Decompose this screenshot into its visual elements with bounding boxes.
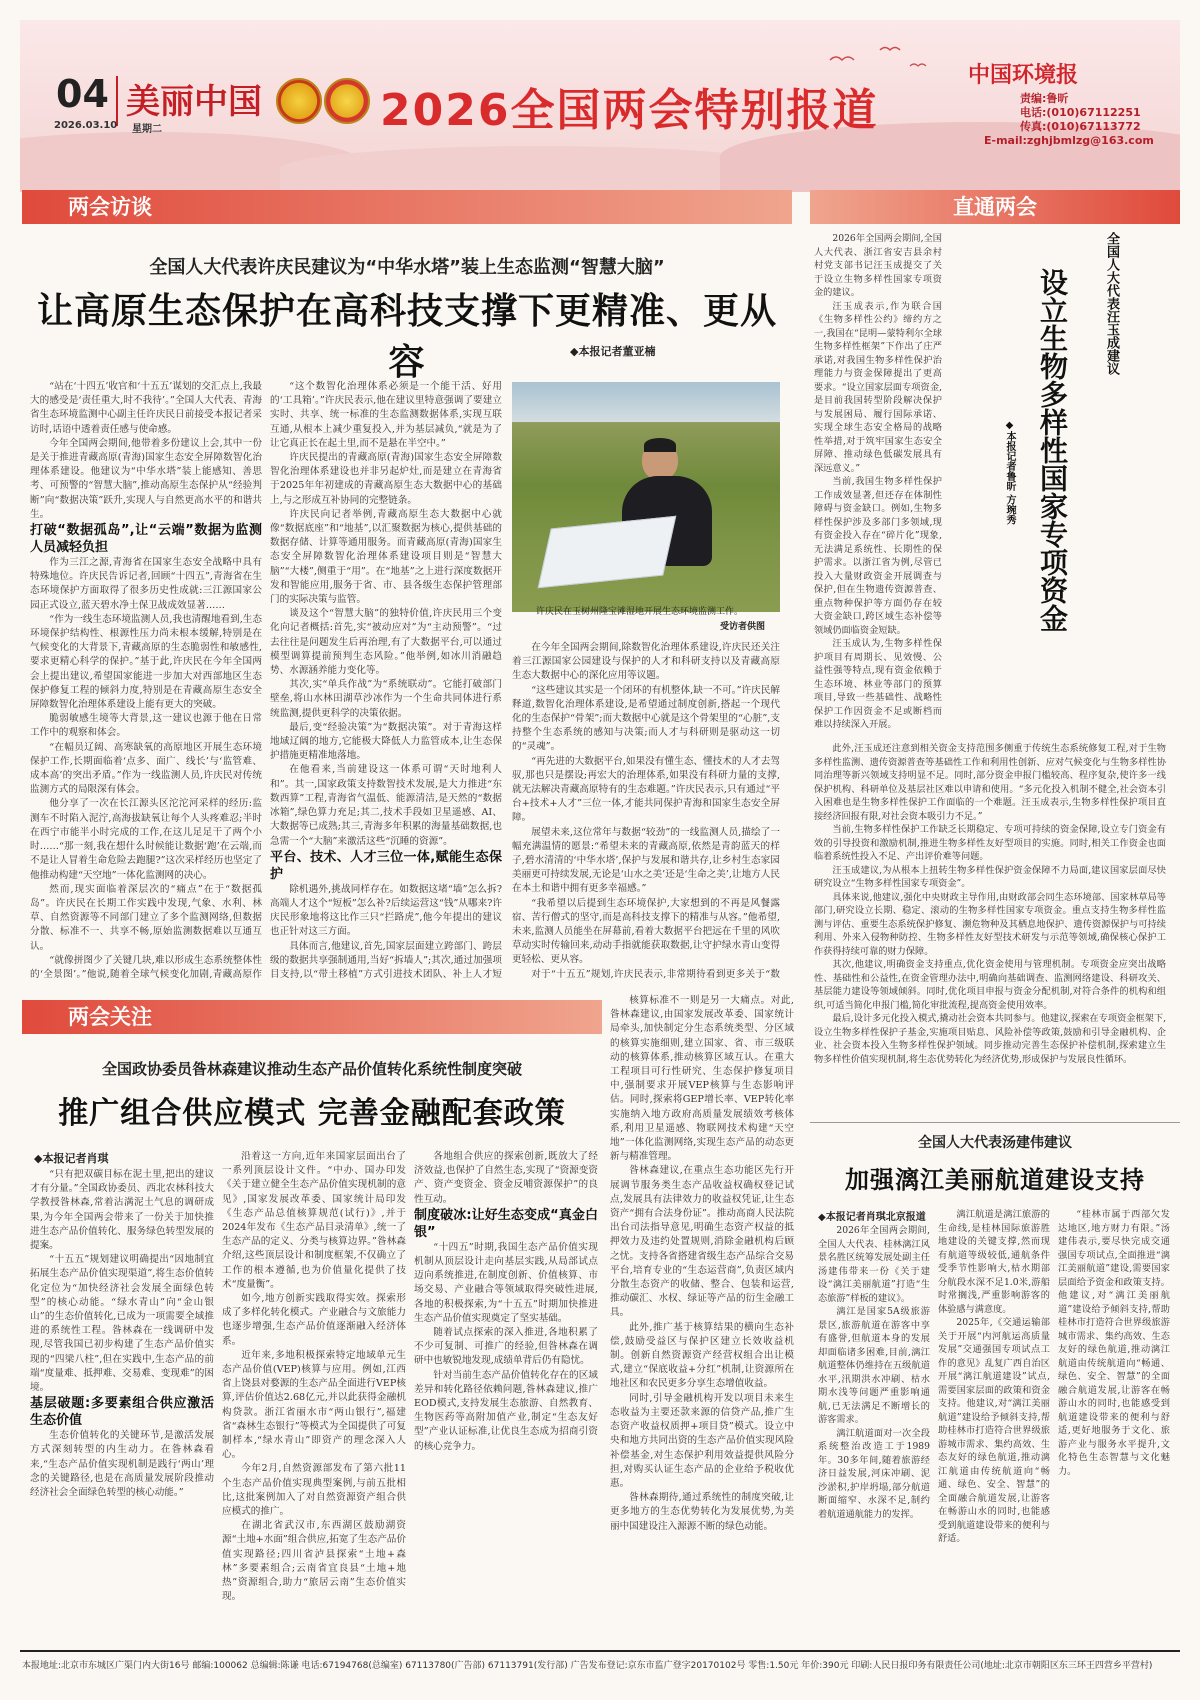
paragraph: 当前,生物多样性保护工作缺乏长期稳定、专项可持续的资金保障,设立专门资金有效的引导投资和激励机制,推进生物多样性友好型项目的实施。同时,相关工作资金也面临着系统性投入不足、产出评价难等问题。 <box>814 824 1166 862</box>
masthead <box>20 20 1180 192</box>
paragraph: 许庆民向记者举例,青藏高原生态大数据中心就像“数据底座”和“地基”,以汇聚数据为核心,提供基础的数据存储、计算等通用服务。而青藏高原(青海)国家生态安全屏障数智化治理体系建设项目则是“智慧大脑”“大楼”,侧重于“用”。在“地基”之上进行深度数据开发和智能应用,服务于省、市、县各级生态保护管理部门的实际决策与监管。 <box>270 508 502 606</box>
article1-byline: ◆本报记者董亚楠 <box>570 345 656 358</box>
article2-byline: ◆本报记者鲁昕 方琬秀 <box>1004 420 1015 525</box>
article1-column-1 <box>30 380 262 980</box>
paragraph: 随着试点探索的深入推进,各地积累了不少可复制、可推广的经验,但昝林森在调研中也敏锐地发现,成绩单背后仍有隐忧。 <box>414 1327 598 1367</box>
paragraph: 在今年全国两会期间,除数智化治理体系建设,许庆民还关注着三江源国家公园建设与保护的人才和科研支持以及青藏高原生态大数据中心的深化应用等议题。 <box>512 642 780 682</box>
paragraph: 今年全国两会期间,他带着多份建议上会,其中一份是关于推进青藏高原(青海)国家生态安全屏障数智化治理体系建设。他建议为“中华水塔”装上能感知、善思考、可预警的“智慧大脑”,推动高原生态保护从“经验判断”向“数据决策”跃升,实现人与自然更高水平的和谐共生。 <box>30 437 262 520</box>
article3-byline: ◆本报记者肖琪 <box>34 1152 109 1165</box>
paragraph: 展望未来,这位常年与数据“较劲”的一线监测人员,描绘了一幅充满温情的愿景:“希望未来的青藏高原,依然是青韵蓝天的样子,碧水清清的‘中华水塔’,保护与发展和谐共存,让乡村生态家园美丽更可持续发展,无论是‘山水之美’还是‘生命之美’,让地方人民在本土和谐中拥有更多幸福感。” <box>512 826 780 895</box>
phone: 电话:(010)67112251 <box>1020 106 1141 119</box>
paper-logo: 中国环境报 <box>968 62 1079 88</box>
divider <box>810 1122 1180 1123</box>
subheading: 打破“数据孤岛”,让“云端”数据为监测人员减轻负担 <box>30 523 262 556</box>
article1-kicker: 全国人大代表许庆民建议为“中华水塔”装上生态监测“智慧大脑” <box>149 257 665 278</box>
footer-imprint: 本报地址:北京市东城区广渠门内大街16号 邮编:100062 总编辑:陈谦 电话:67194768(总编室) 67113780(广告部) 67113791(发行部) 广告发布登记:京东市监广登字20170102号 零售:1.50元 年价:390元 印刷:人民日报印务有限责任公司(地址:北京市朝阳区东三环王四营乡平营村) <box>22 1661 1153 1671</box>
article2-column-1 <box>814 232 942 732</box>
paragraph: 2026年全国两会期间,全国人大代表、浙江省安吉县余村村党支部书记汪玉成提交了关于设立生物多样性国家专项资金的建议。 <box>814 233 942 298</box>
divider <box>116 76 118 126</box>
subheading: 基层破题:多要素组合供应激活生态价值 <box>30 1396 214 1429</box>
photo-credit: 受访者供图 <box>720 622 766 632</box>
paragraph: 2026年全国两会期间,全国人大代表、桂林漓江风景名胜区统筹发展处副主任汤建伟带来一份《关于建设“漓江美丽航道”打造“生态旅游”样板的建议》。 <box>818 1225 930 1304</box>
paragraph: 昝林森期待,通过系统性的制度突破,让更多地方的生态优势转化为发展优势,为美丽中国建设注入源源不断的绿色动能。 <box>610 1492 794 1532</box>
page-number: 04 <box>56 72 109 116</box>
paragraph: 漓江航道面对一次全段系统整治改造工于1989年。30多年间,随着旅游经济日益发展,河床冲刷、泥沙淤积,护岸坍塌,部分航道断面缩窄、水深不足,制约着航道通航能力的发挥。 <box>818 1427 930 1520</box>
paragraph: “站在‘十四五’收官和‘十五五’谋划的交汇点上,我最大的感受是‘责任重大,时不我待’。”全国人大代表、青海省生态环境监测中心副主任许庆民日前接受本报记者采访时,话语中透着责任感与使命感。 <box>30 381 262 435</box>
paragraph: 生态价值转化的关键环节,是激活发展方式深刻转型的内生动力。在昝林森看来,“生态产品价值实现机制是践行‘两山’理念的关键路径,也是在高质量发展阶段推动经济社会全面绿色转型的核心动能。” <box>30 1430 214 1499</box>
paragraph: 具体来说,他建议,强化中央财政主导作用,由财政部会同生态环境部、国家林草局等部门,研究设立长期、稳定、滚动的生物多样性国家专项资金。重点支持生物多样性监测与评估、重要生态系统保护修复、濒危物种及其栖息地保护、遗传资源保护与可持续利用、外来入侵物种防控、生物多样性友好型技术研发与示范等领域,确保核心保护工作获得持续可靠的财力保障。 <box>814 891 1166 957</box>
paragraph: 此外,推广基于核算结果的横向生态补偿,鼓励受益区与保护区建立长效收益机制。创新自然资源资产经营权组合出让模式,建立“保底收益+分红”机制,让资源所在地社区和农民更多分享生态增值收益。 <box>610 1321 794 1390</box>
article4-byline: ◆本报记者肖琪北京报道 <box>818 1212 926 1223</box>
paragraph: “作为一线生态环境监测人员,我也清醒地看到,生态环境保护结构性、根源性压力尚未根本缓解,特别是在气候变化的大背景下,青藏高原的生态脆弱性和敏感性,要求更精心科学的保护。”基于此,许庆民在今年全国两会上提出建议,希望国家能进一步加大对西部地区生态保护修复工程的倾斜力度,特别是在青藏高原生态安全屏障数智化治理体系建设上能有更大的突破。 <box>30 613 262 711</box>
paragraph: “只有把双碳目标在泥土里,把出的建议才有分量。”全国政协委员、西北农林科技大学教授昝林森,常着沾满泥土气息的调研成果,为今年全国两会带来了一份关于加快推进生态产品价值转化、服务绿色转型发展的提案。 <box>30 1169 214 1252</box>
article1-photo <box>512 382 780 612</box>
paragraph: 漓江是国家5A级旅游景区,旅游航道在游客中享有盛誉,但航道本身的发展却面临诸多困难,目前,漓江航道整体仍维持在五级航道水平,汛期洪水冲刷、枯水期水浅等问题严重影响通航,已无法满足不断增长的游客需求。 <box>818 1306 930 1425</box>
photo-caption: 许庆民在玉树州隆宝滩湿地开展生态环境监测工作。 <box>536 607 744 617</box>
photo-map-sheet <box>538 516 677 588</box>
column-title: 美丽中国 <box>126 82 262 122</box>
paragraph: 核算标准不一则是另一大痛点。对此,昝林森建议,由国家发展改革委、国家统计局牵头,加快制定分生态系统类型、分区域的核算实施细则,建立国家、省、市三级联动的核算体系,推动核算区域互认。在重大工程项目可行性研究、生态保护修复项目中,强制要求开展VEP核算与生态影响评估。同时,探索将GEP增长率、VEP转化率实施纳入地方政府高质量发展绩效考核体系,利用卫星遥感、物联网技术构建“天空地”一体化监测网络,实现生态产品的动态更新与精准管理。 <box>610 995 794 1163</box>
paragraph: 许庆民提出的青藏高原(青海)国家生态安全屏障数智化治理体系建设也并非另起炉灶,而是建立在青海省于2025年年初建成的青藏高原生态大数据中心的基础上,与之形成互补协同的完整链条。 <box>270 452 502 506</box>
paragraph: 他分享了一次在长江源头区沱沱河采样的经历:监测车不时陷入泥泞,高海拔缺氧让每个人头疼难忍;半时在西宁市能半小时完成的工作,在这儿足足干了两个小时……“那一刻,我在想什么时候能让数据‘跑’在云端,而不是让人冒着生命危险去跑腿?”这次采样经历也坚定了他推动构建“天空地”一体化监测网的决心。 <box>30 798 262 881</box>
subheading: 制度破冰:让好生态变成“真金白银” <box>414 1207 598 1240</box>
paragraph: 漓江航道是漓江旅游的生命线,是桂林国际旅游胜地建设的关键支撑,然而现有航道等级较低,通航条件受季节性影响大,枯水期部分航段水深不足1.0米,游船时常搁浅,严重影响游客的体验感与满意度。 <box>938 1209 1050 1315</box>
paragraph: 谈及这个“智慧大脑”的独特价值,许庆民用三个变化向记者概括:首先,实“被动应对”为“主动预警”。“过去往往是问题发生后再治理,有了大数据平台,可以通过模型调算提前预判生态风险。”他举例,如冰川消融趋势、水源涵养能力变化等。 <box>270 608 502 677</box>
paragraph: “我希望以后提到生态环境保护,大家想到的不再是风餐露宿、苦行僧式的坚守,而是高科技支撑下的精准与从容。”他希望,未来,监测人员能坐在屏幕前,看着大数据平台把远在千里的风吹草动实时传输回来,动动手指就能获取数据,让守护绿水青山变得更轻松、更从容。 <box>512 897 780 966</box>
article2-kicker: 全国人大代表汪玉成建议 <box>1104 232 1119 375</box>
paragraph: 今年2月,自然资源部发布了第六批11个生态产品价值实现典型案例,与前五批相比,这批案例加入了对自然资源资产组合供应模式的推广。 <box>222 1463 406 1518</box>
paragraph: 沿着这一方向,近年来国家层面出台了一系列顶层设计文件。“中办、国办印发《关于建立健全生态产品价值实现机制的意见》,国家发展改革委、国家统计局印发《生态产品总值核算规范(试行)》,并于2024年发布《生态产品目录清单》,统一了生态产品的定义、分类与核算边界。”昝林森介绍,这些顶层设计和制度框架,不仅确立了工作的根本遵循,也为价值量化提供了技术“度量衡”。 <box>222 1151 406 1290</box>
section-banner-direct: 直通两会 <box>810 190 1180 224</box>
paragraph: 此外,汪玉成还注意到相关资金支持范围多侧重于传统生态系统修复工程,对于生物多样性监测、遗传资源普查等基础性工作和利用性创新、应对气候变化与生物多样性协同治理等新兴领域支持明显不足。同时,部分资金申报门槛较高、程序复杂,使许多一线保护机构、科研单位及基层社区难以申请和使用。“多元化投入机制不健全,社会资本引入困难也是生物多样性保护工作面临的一个难题。汪玉成表示,生物多样性保护项目直接经济回报有限,对社会资本吸引力不足。” <box>814 743 1166 822</box>
paragraph: 最后,变“经验决策”为“数据决策”。对于青海这样地域辽阔的地方,它能极大降低人力监管成本,让生态保护措施更精准地落地。 <box>270 721 502 762</box>
article3-column-1 <box>30 1168 214 1638</box>
fax: 传真:(010)67113772 <box>1020 120 1141 133</box>
article4-kicker: 全国人大代表汤建伟建议 <box>918 1135 1072 1151</box>
article4-column-2 <box>938 1208 1050 1638</box>
paragraph: “再先进的大数据平台,如果没有懂生态、懂技术的人才去驾驭,那也只是摆设;再宏大的治理体系,如果没有科研力量的支撑,就无法解决青藏高原特有的生态难题。”许庆民表示,只有通过“平台+技术+人才”三位一体,才能共同保护青海和国家生态安全屏障。 <box>512 755 780 824</box>
paragraph: 其次,实“单兵作战”为“系统联动”。它能打破部门壁垒,将山水林田湖草沙冰作为一个生命共同体进行系统监测,提供更科学的决策依据。 <box>270 679 502 719</box>
contact-block <box>984 92 1180 148</box>
paragraph: 最后,设计多元化投入模式,撬动社会资本共同参与。他建议,探索在专项资金框架下,设立生物多样性保护子基金,实施项目贴息、风险补偿等政策,鼓励和引导金融机构、企业、社会资本投入生物多样性保护领域。同步推动完善生态保护补偿机制,探索建立生物多样性价值实现机制,将生态优势转化为经济优势,形成保护与发展良性循环。 <box>814 1013 1166 1065</box>
paragraph: 同时,引导金融机构开发以项目未来生态收益为主要还款来源的信贷产品,推广生态资产收益权质押+项目贷”模式。设立中央和地方共同出资的生态产品价值实现风险补偿基金,对生态保护利用效益提供风险分担,对购买认证生态产品的企业给予税收优惠。 <box>610 1392 794 1489</box>
article3-column-3 <box>414 1150 598 1638</box>
paragraph: “这个数智化治理体系必须是一个能干活、好用的‘工具箱’。”许庆民表示,他在建议里特意强调了要建立实时、共享、统一标准的生态监测数据体系,实现互联互通,从根本上减少重复投入,并为基层减负,“就是为了让它真正长在起土里,而不是悬在半空中。” <box>270 381 502 449</box>
article2-column-2 <box>814 742 1166 1110</box>
section-banner-focus: 两会关注 <box>22 1000 602 1034</box>
paragraph: 当前,我国生物多样性保护工作成效显著,但还存在体制性障碍与资金缺口。例如,生物多样性保护涉及多部门多领域,现有资金投入存在“碎片化”现象,无法满足系统性、长期性的保护需求。以浙江省为例,尽管已投入大量财政资金开展调查与保护,但在生物遗传资源普查、重点物种保护等方面仍存在较大资金缺口,跨区域生态补偿等领域仍面临资金短缺。 <box>814 476 942 636</box>
article1-headline: 让高原生态保护在高科技支撑下更精准、更从容 <box>36 291 777 383</box>
article4-column-3 <box>1058 1208 1170 1638</box>
subheading: 平台、技术、人才三位一体,赋能生态保护 <box>270 849 502 882</box>
paragraph: 昝林森建议,在重点生态功能区先行开展调节服务类生态产品收益权确权登记试点,发展具有法律效力的收益权凭证,让生态资产“拥有合法身份证”。推动高商人民法院出台司法指导意见,明确生态资产权益的抵押效力及违约处置规则,消除金融机构后顾之忧。支持各省搭建省级生态产品综合交易平台,培育专业的“生态运营商”,负责区域内分散生态资产的收储、整合、包装和运营,推动碳汇、水权、绿证等产品的衍生金融工具。 <box>610 1165 794 1319</box>
paragraph: “这些建议其实是一个闭环的有机整体,缺一不可。”许庆民解释道,数智化治理体系建设,是希望通过制度创新,搭起一个现代化的生态保护“骨架”;而大数据中心就是这个骨架里的“心脏”,支持整个生态系统的感知与决策;而人才与科研则是驱动这一切的“灵魂”。 <box>512 684 780 753</box>
photo-person-hair <box>644 438 676 452</box>
paragraph: “在幅员辽阔、高寒缺氧的高原地区开展生态环境保护工作,长期面临着‘点多、面广、线长’与‘监管难、成本高’的突出矛盾。”作为一线监测人员,许庆民对传统监测方式的局限深有体会。 <box>30 741 262 796</box>
article1-column-3 <box>512 641 780 980</box>
paragraph: 对于“十五五”规划,许庆民表示,非常期待看到更多关于“数 <box>531 968 780 980</box>
paragraph: 具体而言,他建议,首先,国家层面建立跨部门、跨层级的数据共享强制通用,当好“拆墙人”;其次,通过加强项目支持,以“带土移植”方式引进技术团队、补上人才短 <box>270 940 502 980</box>
paragraph: 然而,现实面临着深层次的“痛点”在于“数据孤岛”。许庆民在长期工作实践中发现,气象、水利、林草、自然资源等不同部门建立了多个监测网络,但数据分散、标准不一、共享不畅,原始监测数据难以互通互认。 <box>30 883 262 952</box>
paragraph: 汪玉成认为,生物多样性保护项目有周期长、见效慢、公益性强等特点,现有资金依赖于生态环境、林业等部门的预算项目,导致一些基础性、战略性保护工作因资金不足或断档而难以持续深入开展。 <box>814 638 942 730</box>
issue-date: 2026.03.10 <box>54 120 118 131</box>
article4-column-1 <box>818 1224 930 1638</box>
national-emblem-icon <box>276 78 322 124</box>
paragraph: 近年来,多地积极探索特定地域单元生态产品价值(VEP)核算与应用。例如,江西省上饶县对婺源的生态产品全面进行VEP核算,评估价值达2.68亿元,并以此获得金融机构贷款。浙江省丽水市“两山银行”,福建省“森林生态银行”等模式为全国提供了可复制样本,“绿水青山”即资产的理念深入人心。 <box>222 1349 406 1461</box>
editor: 责编:鲁昕 <box>1020 92 1069 105</box>
issue-weekday: 星期二 <box>132 124 162 135</box>
paragraph: “桂林市属于西部欠发达地区,地方财力有限。”汤建伟表示,要尽快完成交通强国专项试点,全面推进“漓江美丽航道”建设,需要国家层面给予资金和政策支持。他建议,对“漓江美丽航道”建设给予倾斜支持,帮助桂林市打造符合世界级旅游城市需求、集约高效、生态友好的绿色航道,推动漓江航道由传统航道向“畅通、绿色、安全、智慧”的全面融合航道发展,让游客在畅游山水的同时,也能感受到航道建设带来的便利与舒适,更好地服务于文化、旅游产业与服务水平提升,文化特色生态智慧与文化魅力。 <box>1058 1209 1170 1477</box>
paragraph: 作为三江之源,青海省在国家生态安全战略中具有特殊地位。许庆民告诉记者,回顾“十四五”,青海省在生态环境保护方面取得了很多历史性成就:三江源国家公园正式设立,蓝天碧水净土保卫战成效显著…… <box>30 557 262 611</box>
paragraph: 其次,他建议,明确资金支持重点,优化资金使用与管理机制。专项资金应突出战略性、基础性和公益性,在资金管理办法中,明确向基础调查、监测网络建设、科研攻关、基层能力建设等领域倾斜。同时,优化项目申报与资金分配机制,对符合条件的机构和组织,可适当简化申报门槛,简化审批流程,提高资金使用效率。 <box>814 959 1166 1011</box>
article3-headline: 推广组合供应模式 完善金融配套政策 <box>58 1096 566 1131</box>
special-report-title: 2026全国两会特别报道 <box>380 85 879 136</box>
article1-column-2 <box>270 380 502 980</box>
email: E-mail:zghjbmlzg@163.com <box>984 134 1154 147</box>
article3-kicker: 全国政协委员昝林森建议推动生态产品价值转化系统性制度突破 <box>101 1060 522 1078</box>
paragraph: “十四五”时期,我国生态产品价值实现机制从顶层设计走向基层实践,从局部试点迈向系统推进,在制度创新、价值核算、市场交易、产业融合等领域取得突破性进展,各地的积极探索,为“十五五”时期加快推进生态产品价值实现奠定了坚实基础。 <box>414 1241 598 1324</box>
paragraph: 如今,地方创新实践取得实效。探索形成了多样化转化模式。产业融合与文旅能力也逐步增强,生态产品价值逐渐融入经济体系。 <box>222 1293 406 1347</box>
paragraph: “就像拼图少了关键几块,难以形成生态系统整体性的‘全景图’。”他说,随着全球气候变化加剧,青藏高原作 <box>30 954 262 980</box>
paragraph: 汪玉成表示,作为联合国《生物多样性公约》缔约方之一,我国在“昆明—蒙特利尔全球生物多样性框架”下作出了庄严承诺,对我国生物多样性保护治理能力与资金保障提出了更高要求。“设立国家层面专项资金,是目前我国转型阶段解决保护与发展困局、履行国际承诺、实现全球生态安全格局的战略性举措,对于筑牢国家生态安全屏障、推动绿色低碳发展具有深远意义。” <box>814 300 942 474</box>
paragraph: 各地组合供应的探索创新,既放大了经济效益,也保护了自然生态,实现了“资源变资产、资产变资金、资金反哺资源保护”的良性互动。 <box>414 1151 598 1205</box>
paragraph: 在湖北省武汉市,东西湖区鼓励湖资源“土地+水面”组合供应,拓宽了生态产品价值实现路径;四川省泸县探索“土地+森林”多要素组合;云南省宜良县“土地+地热”资源组合,助力“旅居云南”生态价值实现。 <box>222 1520 406 1603</box>
paragraph: “十五五”规划建议明确提出“因地制宜拓展生态产品价值实现渠道”,将生态价值转化定位为“加快经济社会发展全面绿色转型”的核心动能。“绿水青山”向“金山银山”的生态价值转化,已成为一项需要全域推进的系统性工程。昝林森在一线调研中发现,尽管我国已初步构建了生态产品价值实现的“四梁八柱”,但在实践中,生态产品的前端“度量难、抵押难、交易难、变现难”的困境。 <box>30 1254 214 1394</box>
article4-headline: 加强漓江美丽航道建设支持 <box>845 1166 1145 1194</box>
article3-column-4 <box>610 994 794 1638</box>
paragraph: 脆弱敏感生境等大背景,这一建议也源于他在日常工作中的观察和体会。 <box>30 713 262 739</box>
photo-sky <box>512 382 780 422</box>
footer-rule <box>20 1650 1180 1652</box>
article2-headline: 设立生物多样性国家专项资金 <box>1036 268 1069 632</box>
article3-column-2 <box>222 1150 406 1638</box>
paragraph: 2025年,《交通运输部关于开展“内河航运高质量发展”交通强国专项试点工作的意见》乱复广西自治区开展“漓江航道建设”试点,需要国家层面的政策和资金支持。他建议,对“漓江美丽航道”建设给予倾斜支持,帮助桂林市打造符合世界级旅游城市需求、集约高效、生态友好的绿色航道,推动漓江航道由传统航道向“畅通、绿色、安全、智慧”的全面融合航道发展,让游客在畅游山水的同时,也能感受到航道建设带来的便利与舒适。 <box>938 1317 1050 1544</box>
cppcc-emblem-icon <box>324 78 370 124</box>
paragraph: 在他看来,当前建设这一体系可谓“天时地利人和”。其一,国家政策支持数智技术发展,是大力推进“东数西算”工程,青海省气温低、能源清洁,是天然的“数据冰箱”,绿色算力充足;其二,技术手段如卫星遥感、AI、大数据等已成熟;其三,青海多年积累的海量基础数据,也急需一个“大脑”来激活这些“沉睡的资源”。 <box>270 764 502 847</box>
section-banner-interview: 两会访谈 <box>22 190 792 224</box>
paragraph: 汪玉成建议,为从根本上扭转生物多样性保护资金保障不力局面,建议国家层面尽快研究设立“生物多样性国家专项资金”。 <box>814 864 1166 889</box>
paragraph: 针对当前生态产品价值转化存在的区域差异和转化路径依赖问题,昝林森建议,推广EOD模式,支持发展生态旅游、自然教育、生物医药等高附加值产业,制定“生态友好型”产业认证标准,让优良生态成为招商引资的核心竞争力。 <box>414 1369 598 1452</box>
paragraph: 除机遇外,挑战同样存在。如数据这堵“墙”怎么拆?高端人才这个“短板”怎么补?后续运营这“钱”从哪来?许庆民形象地将这比作三只“拦路虎”,他今年提出的建议也正针对这三方面。 <box>270 883 502 938</box>
